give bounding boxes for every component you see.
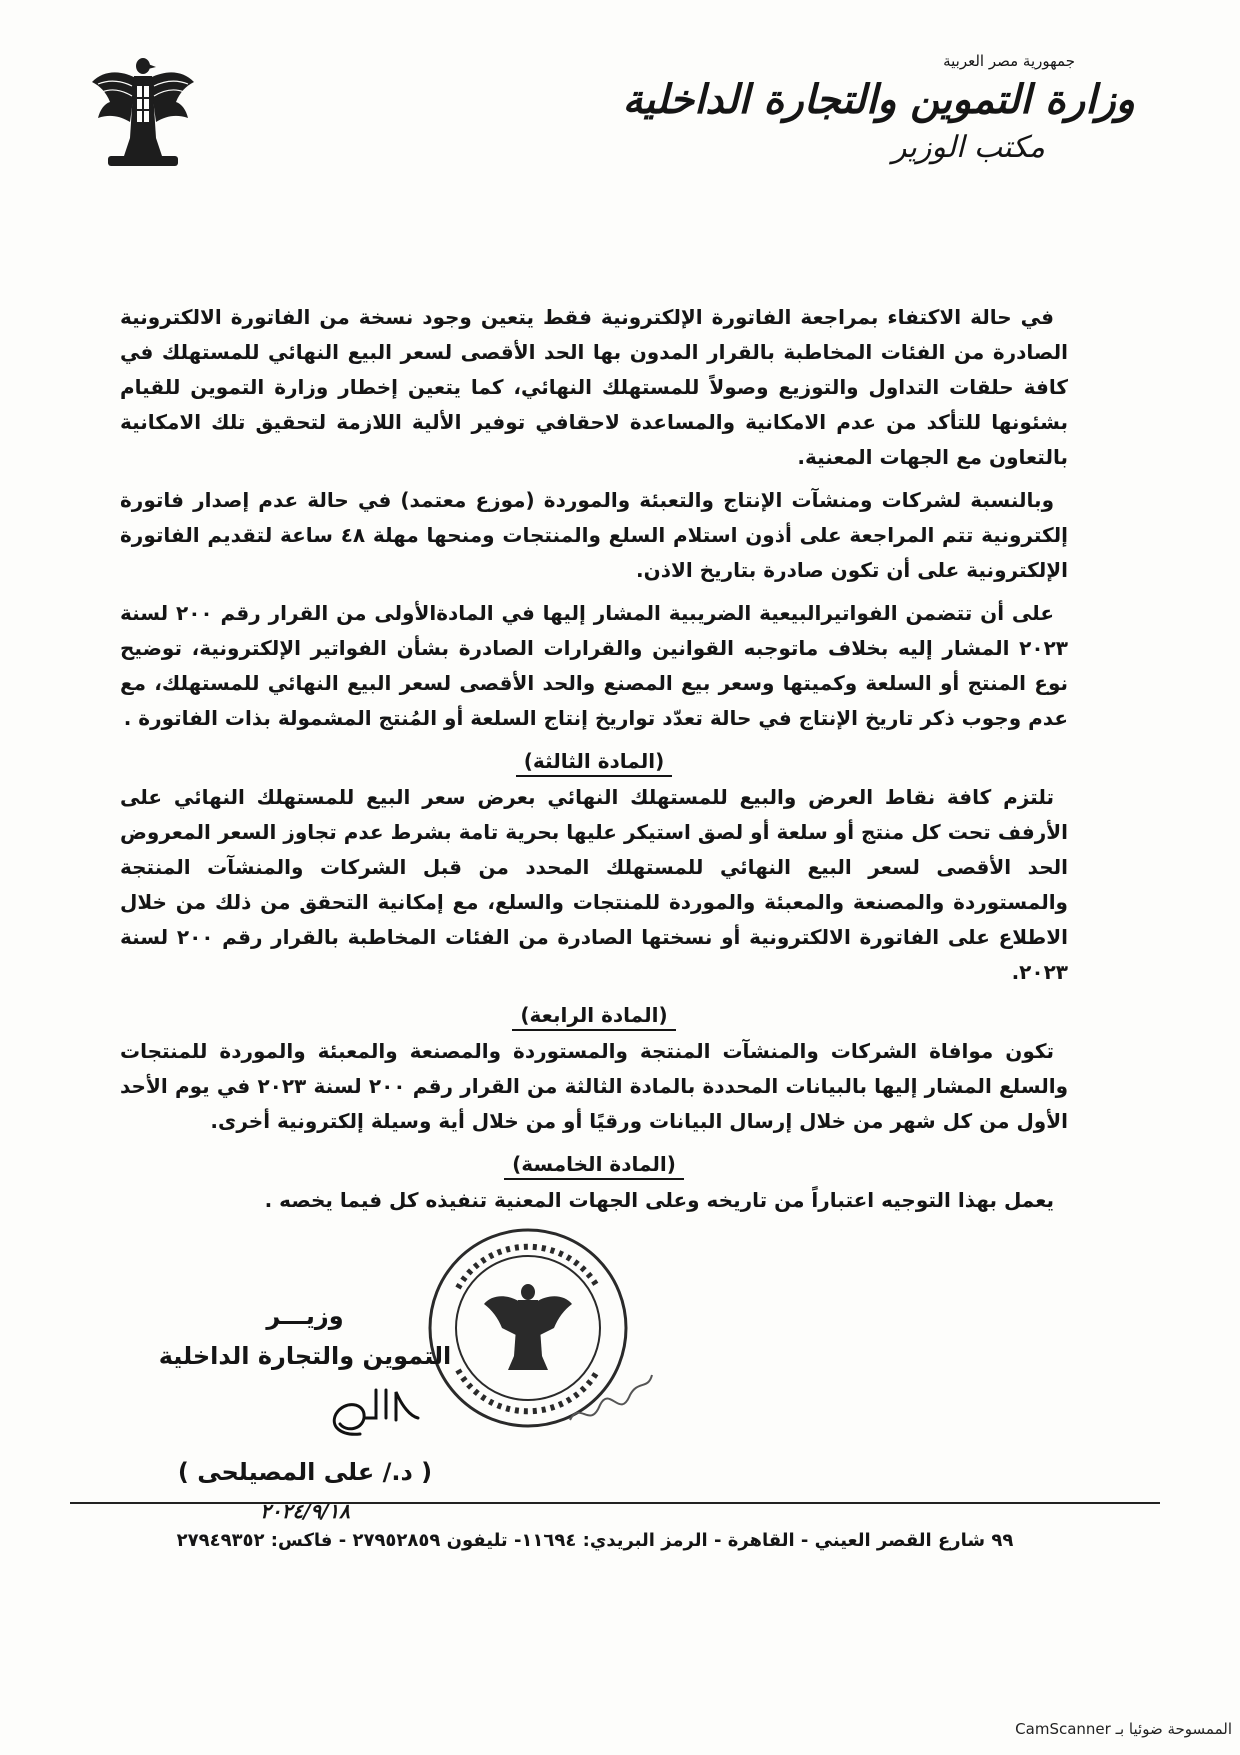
signature-date: ٢٠٢٤/٩/١٨ — [260, 1499, 350, 1523]
article-4-title: (المادة الرابعة) — [120, 998, 1068, 1032]
footer-address: ٩٩ شارع القصر العيني - القاهرة - الرمز البريدي: ١١٦٩٤- تليفون ٢٧٩٥٢٨٥٩ - فاكس: ٢٧٩٤٩٣٥٢ — [176, 1530, 1014, 1551]
eagle-emblem-icon — [90, 52, 196, 172]
body-paragraph-3: على أن تتضمن الفواتيرالبيعية الضريبية المشار إليها في المادةالأولى من القرار رقم ٢٠٠ لسنة ٢٠٢٣ المشار إليه بخلاف ماتوجبه القوانين والقرارات الصادرة بشأن الفواتير الإلكترونية، توضيح نوع المنتج أو السلعة وكميتها وسعر بيع المصنع والحد الأقصى لسعر البيع النهائي للمستهلك، مع عدم وجوب ذكر تاريخ الإنتاج في حالة تعدّد تواريخ إنتاج السلعة أو المُنتج المشمولة بذات الفاتورة . — [120, 601, 1068, 730]
body-paragraph-2: وبالنسبة لشركات ومنشآت الإنتاج والتعبئة والموردة (موزع معتمد) في حالة عدم إصدار فاتورة إلكترونية تتم المراجعة على أذون استلام السلع والمنتجات ومنحها مهلة ٤٨ ساعة لتقديم الفاتورة الإلكترونية على أن تكون صادرة بتاريخ الاذن. — [120, 488, 1069, 582]
signature-block — [140, 1296, 470, 1526]
letterhead-country: جمهورية مصر العربية — [943, 52, 1075, 70]
letterhead-ministry: وزارة التموين والتجارة الداخلية — [622, 76, 1135, 123]
letter-body — [120, 300, 1068, 1226]
signature-ministry: التموين والتجارة الداخلية — [158, 1342, 452, 1370]
handwritten-signature-icon — [140, 1376, 470, 1448]
article-3-title: (المادة الثالثة) — [120, 744, 1068, 778]
letterhead-office: مكتب الوزير — [891, 130, 1045, 165]
footer-divider — [70, 1502, 1160, 1504]
camscanner-badge: الممسوحة ضوئيا بـ CamScanner — [1015, 1720, 1232, 1738]
article-4-text: تكون موافاة الشركات والمنشآت المنتجة والمستوردة والمصنعة والمعبئة والموردة للمنتجات والسلع المشار إليها بالبيانات المحددة بالمادة الثالثة من القرار رقم ٢٠٠ لسنة ٢٠٢٣ في يوم الأحد الأول من كل شهر من خلال إرسال البيانات ورقيًا أو من خلال أية وسيلة إلكترونية أخرى. — [120, 1039, 1068, 1133]
article-3-text: تلتزم كافة نقاط العرض والبيع للمستهلك النهائي بعرض سعر البيع للمستهلك النهائي على الأرفف تحت كل منتج أو سلعة أو لصق استيكر عليها بحرية تامة بشرط عدم تجاوز السعر المعروض الحد الأقصى لسعر البيع النهائي للمستهلك المحدد من قبل الشركات والمنشآت المنتجة والمستوردة والمصنعة والمعبئة والموردة للمنتجات والسلع، مع إمكانية التحقق من ذلك من خلال الاطلاع على الفاتورة الالكترونية أو نسختها الصادرة من الفئات المخاطبة بالقرار رقم ٢٠٠ لسنة ٢٠٢٣. — [120, 785, 1068, 984]
letterhead — [622, 52, 1135, 170]
stamp-scrawl-icon — [560, 1360, 660, 1440]
body-paragraph-1: في حالة الاكتفاء بمراجعة الفاتورة الإلكترونية فقط يتعين وجود نسخة من الفاتورة الالكترونية الصادرة من الفئات المخاطبة بالقرار المدون بها الحد الأقصى لسعر البيع النهائي للمستهلك في كافة حلقات التداول والتوزيع وصولاً للمستهلك النهائي، كما يتعين إخطار وزارة التموين للقيام بشئونها للتأكد من عدم الامكانية والمساعدة لاحقافي توفير الألية اللازمة لتحقيق تلك الامكانية بالتعاون مع الجهات المعنية. — [120, 305, 1068, 469]
signature-title: وزيـــر — [266, 1302, 344, 1330]
article-5-text: يعمل بهذا التوجيه اعتباراً من تاريخه وعلى الجهات المعنية تنفيذه كل فيما يخصه . — [264, 1188, 1054, 1212]
signature-name: ( د./ على المصيلحى ) — [177, 1458, 433, 1486]
article-5-title: (المادة الخامسة) — [120, 1147, 1068, 1181]
